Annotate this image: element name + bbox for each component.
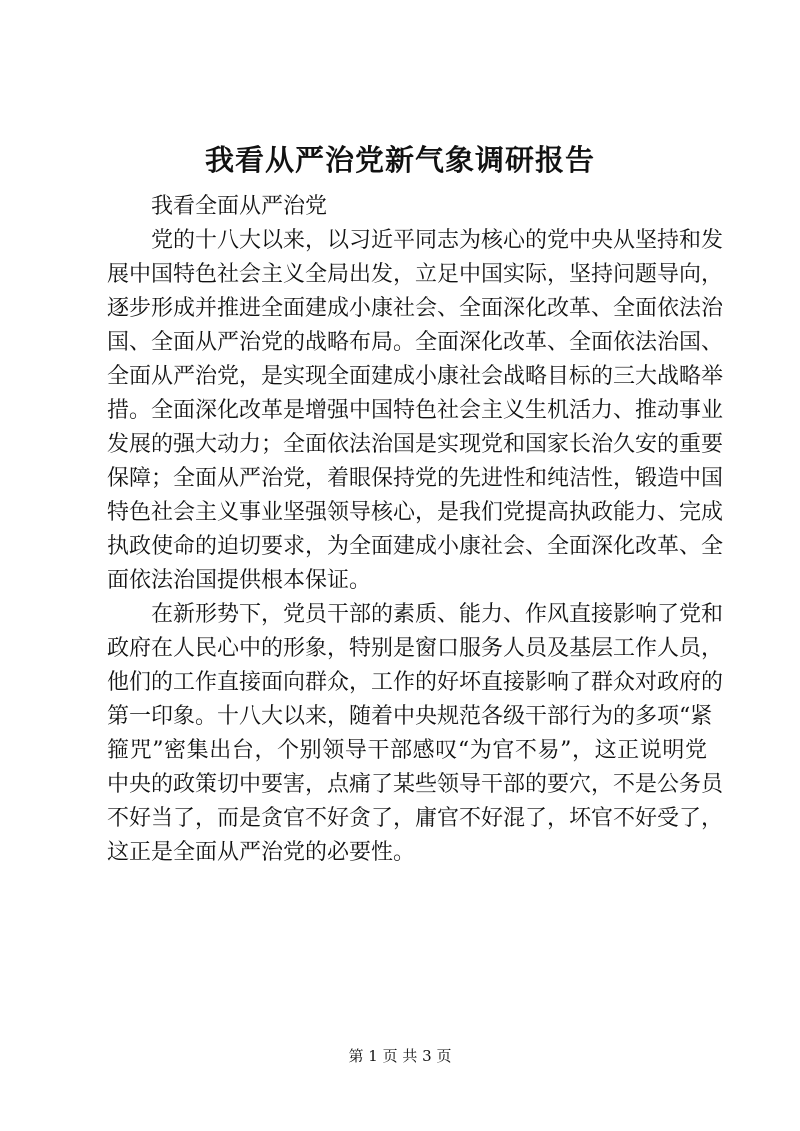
text-line: 他们的工作直接面向群众，工作的好坏直接影响了群众对政府的 (107, 670, 724, 695)
text-line: 逐步形成并推进全面建成小康社会、全面深化改革、全面依法治 (107, 296, 724, 321)
text-line: 面依法治国提供根本保证。 (107, 568, 372, 593)
paragraph-2 (107, 598, 724, 870)
text-line: 保障；全面从严治党，着眼保持党的先进性和纯洁性，锻造中国 (107, 466, 724, 491)
text-line: 发展的强大动力；全面依法治国是实现党和国家长治久安的重要 (107, 432, 724, 457)
text-line: 执政使命的迫切要求，为全面建成小康社会、全面深化改革、全 (107, 534, 724, 559)
text-line: 箍咒”密集出台，个别领导干部感叹“为官不易”，这正说明党 (107, 738, 707, 763)
text-line: 展中国特色社会主义全局出发，立足中国实际，坚持问题导向， (107, 262, 724, 287)
text-line: 党的十八大以来，以习近平同志为核心的党中央从坚持和发 (151, 228, 724, 253)
text-line: 特色社会主义事业坚强领导核心，是我们党提高执政能力、完成 (107, 500, 724, 525)
section-heading: 我看全面从严治党 (151, 194, 328, 219)
page-footer: 第 1 页 共 3 页 (348, 1047, 452, 1065)
paragraph-1 (107, 224, 724, 598)
document-title: 我看从严治党新气象调研报告 (204, 143, 595, 177)
text-line: 全面从严治党，是实现全面建成小康社会战略目标的三大战略举 (107, 364, 724, 389)
text-line: 国、全面从严治党的战略布局。全面深化改革、全面依法治国、 (107, 330, 724, 355)
document-body (107, 190, 724, 870)
text-line: 措。全面深化改革是增强中国特色社会主义生机活力、推动事业 (107, 398, 724, 423)
text-line: 这正是全面从严治党的必要性。 (107, 840, 416, 865)
text-line: 政府在人民心中的形象，特别是窗口服务人员及基层工作人员， (107, 636, 724, 661)
text-line: 不好当了，而是贪官不好贪了，庸官不好混了，坏官不好受了， (107, 806, 724, 831)
text-line: 第一印象。十八大以来，随着中央规范各级干部行为的多项“紧 (107, 704, 713, 729)
text-line: 在新形势下，党员干部的素质、能力、作风直接影响了党和 (151, 602, 724, 627)
text-line: 中央的政策切中要害，点痛了某些领导干部的要穴，不是公务员 (107, 772, 724, 797)
